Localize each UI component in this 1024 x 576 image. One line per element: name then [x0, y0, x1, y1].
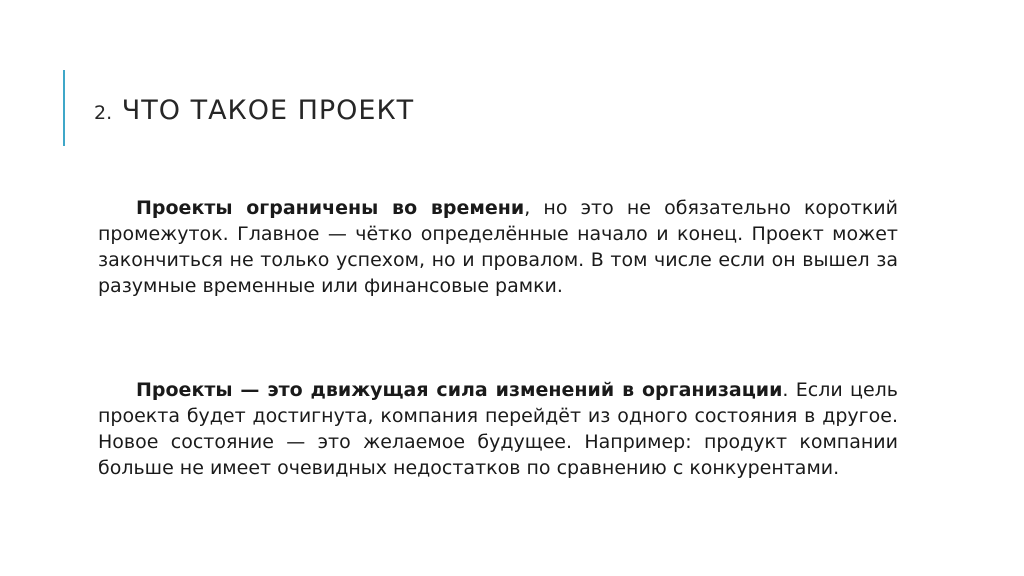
paragraph-change-driver [98, 377, 898, 481]
paragraph-time-limits-text: , но это не обязательно короткий промежуток. Главное — чётко определённые начало и конец. Проект может закончиться не только успехом, но и провалом. В том числе если он вышел за разумные временные или финансовые рамки. [98, 197, 898, 297]
title-accent-bar [63, 70, 65, 146]
paragraph-change-driver-bold: Проекты — это движущая сила изменений в организации [136, 379, 783, 401]
slide-title [94, 93, 414, 131]
slide-title-text: ЧТО ТАКОЕ ПРОЕКТ [121, 95, 415, 126]
paragraph-change-driver-text: . Если цель проекта будет достигнута, компания перейдёт из одного состояния в другое. Новое состояние — это желаемое будущее. Например: продукт компании больше не имеет очевидных недостатков по сравнению с конкурентами. [98, 379, 898, 479]
paragraph-time-limits [98, 195, 898, 299]
slide-title-number: 2. [94, 102, 113, 124]
paragraph-time-limits-bold: Проекты ограничены во времени [136, 197, 525, 219]
